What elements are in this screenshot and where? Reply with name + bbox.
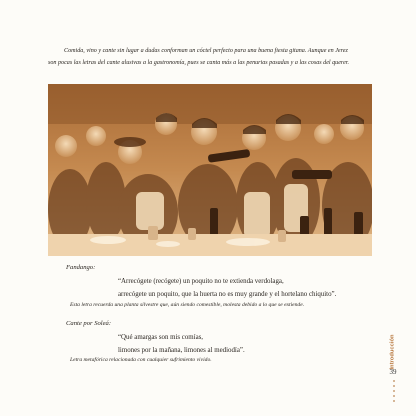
- solea-verse-1: “Qué amargas son mis comías,: [118, 334, 204, 341]
- intro-line-2: son pocas las letras del cante alusivas a la gastronomía, pues se canta más a las penurias pasadas y a las cosas del querer.: [48, 59, 350, 66]
- fandango-verse-2: arrecógete un poquito, que la huerta no es muy grande y el hortelano chiquito”.: [118, 291, 337, 298]
- sepia-photo: [48, 84, 372, 256]
- intro-paragraph: [48, 46, 374, 69]
- fandango-note: Esta letra recuerda una planta silvestre que, aún siendo comestible, molesta debido a lo que se extiende.: [70, 302, 305, 308]
- fandango-label: Fandango:: [66, 264, 96, 271]
- page-number: 39: [389, 368, 397, 376]
- solea-verse-2: limones por la mañana, limones al mediodía”.: [118, 347, 245, 354]
- decorative-dots: [393, 380, 395, 405]
- fandango-verse-1: “Arrecógete (recógete) un poquito no te extienda verdolaga,: [118, 278, 284, 285]
- solea-note: Letra metafórica relacionada con cualquier sufrimiento vivido.: [70, 357, 212, 363]
- side-tab-label: Introducción: [390, 334, 397, 370]
- solea-label: Cante por Soleá:: [66, 320, 112, 327]
- intro-line-1: Comida, vino y cante sin lugar a dudas conforman un cóctel perfecto para una buena fiesta gitana. Aunque en Jerez: [64, 48, 348, 54]
